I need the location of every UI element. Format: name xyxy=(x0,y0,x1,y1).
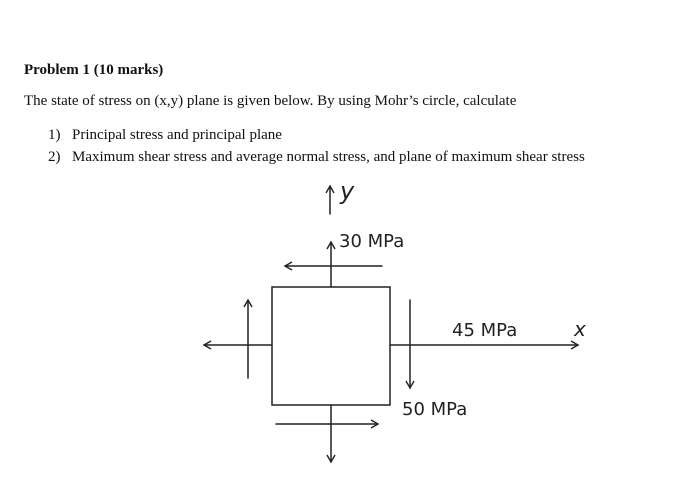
task-number: 2) xyxy=(48,149,61,165)
stress-element-square xyxy=(272,287,390,405)
problem-statement: The state of stress on (x,y) plane is given below. By using Mohr’s circle, calculate xyxy=(24,93,517,109)
sigma-x-label: 45 MPa xyxy=(452,320,518,341)
task-text: Principal stress and principal plane xyxy=(72,127,282,143)
task-text: Maximum shear stress and average normal stress, and plane of maximum shear stress xyxy=(72,149,585,165)
x-axis-label: x xyxy=(574,317,586,341)
sigma-y-label: 30 MPa xyxy=(339,231,405,252)
y-axis-label: y xyxy=(340,177,355,205)
problem-heading: Problem 1 (10 marks) xyxy=(24,62,164,78)
task-number: 1) xyxy=(48,127,61,143)
tau-xy-label: 50 MPa xyxy=(402,399,468,420)
